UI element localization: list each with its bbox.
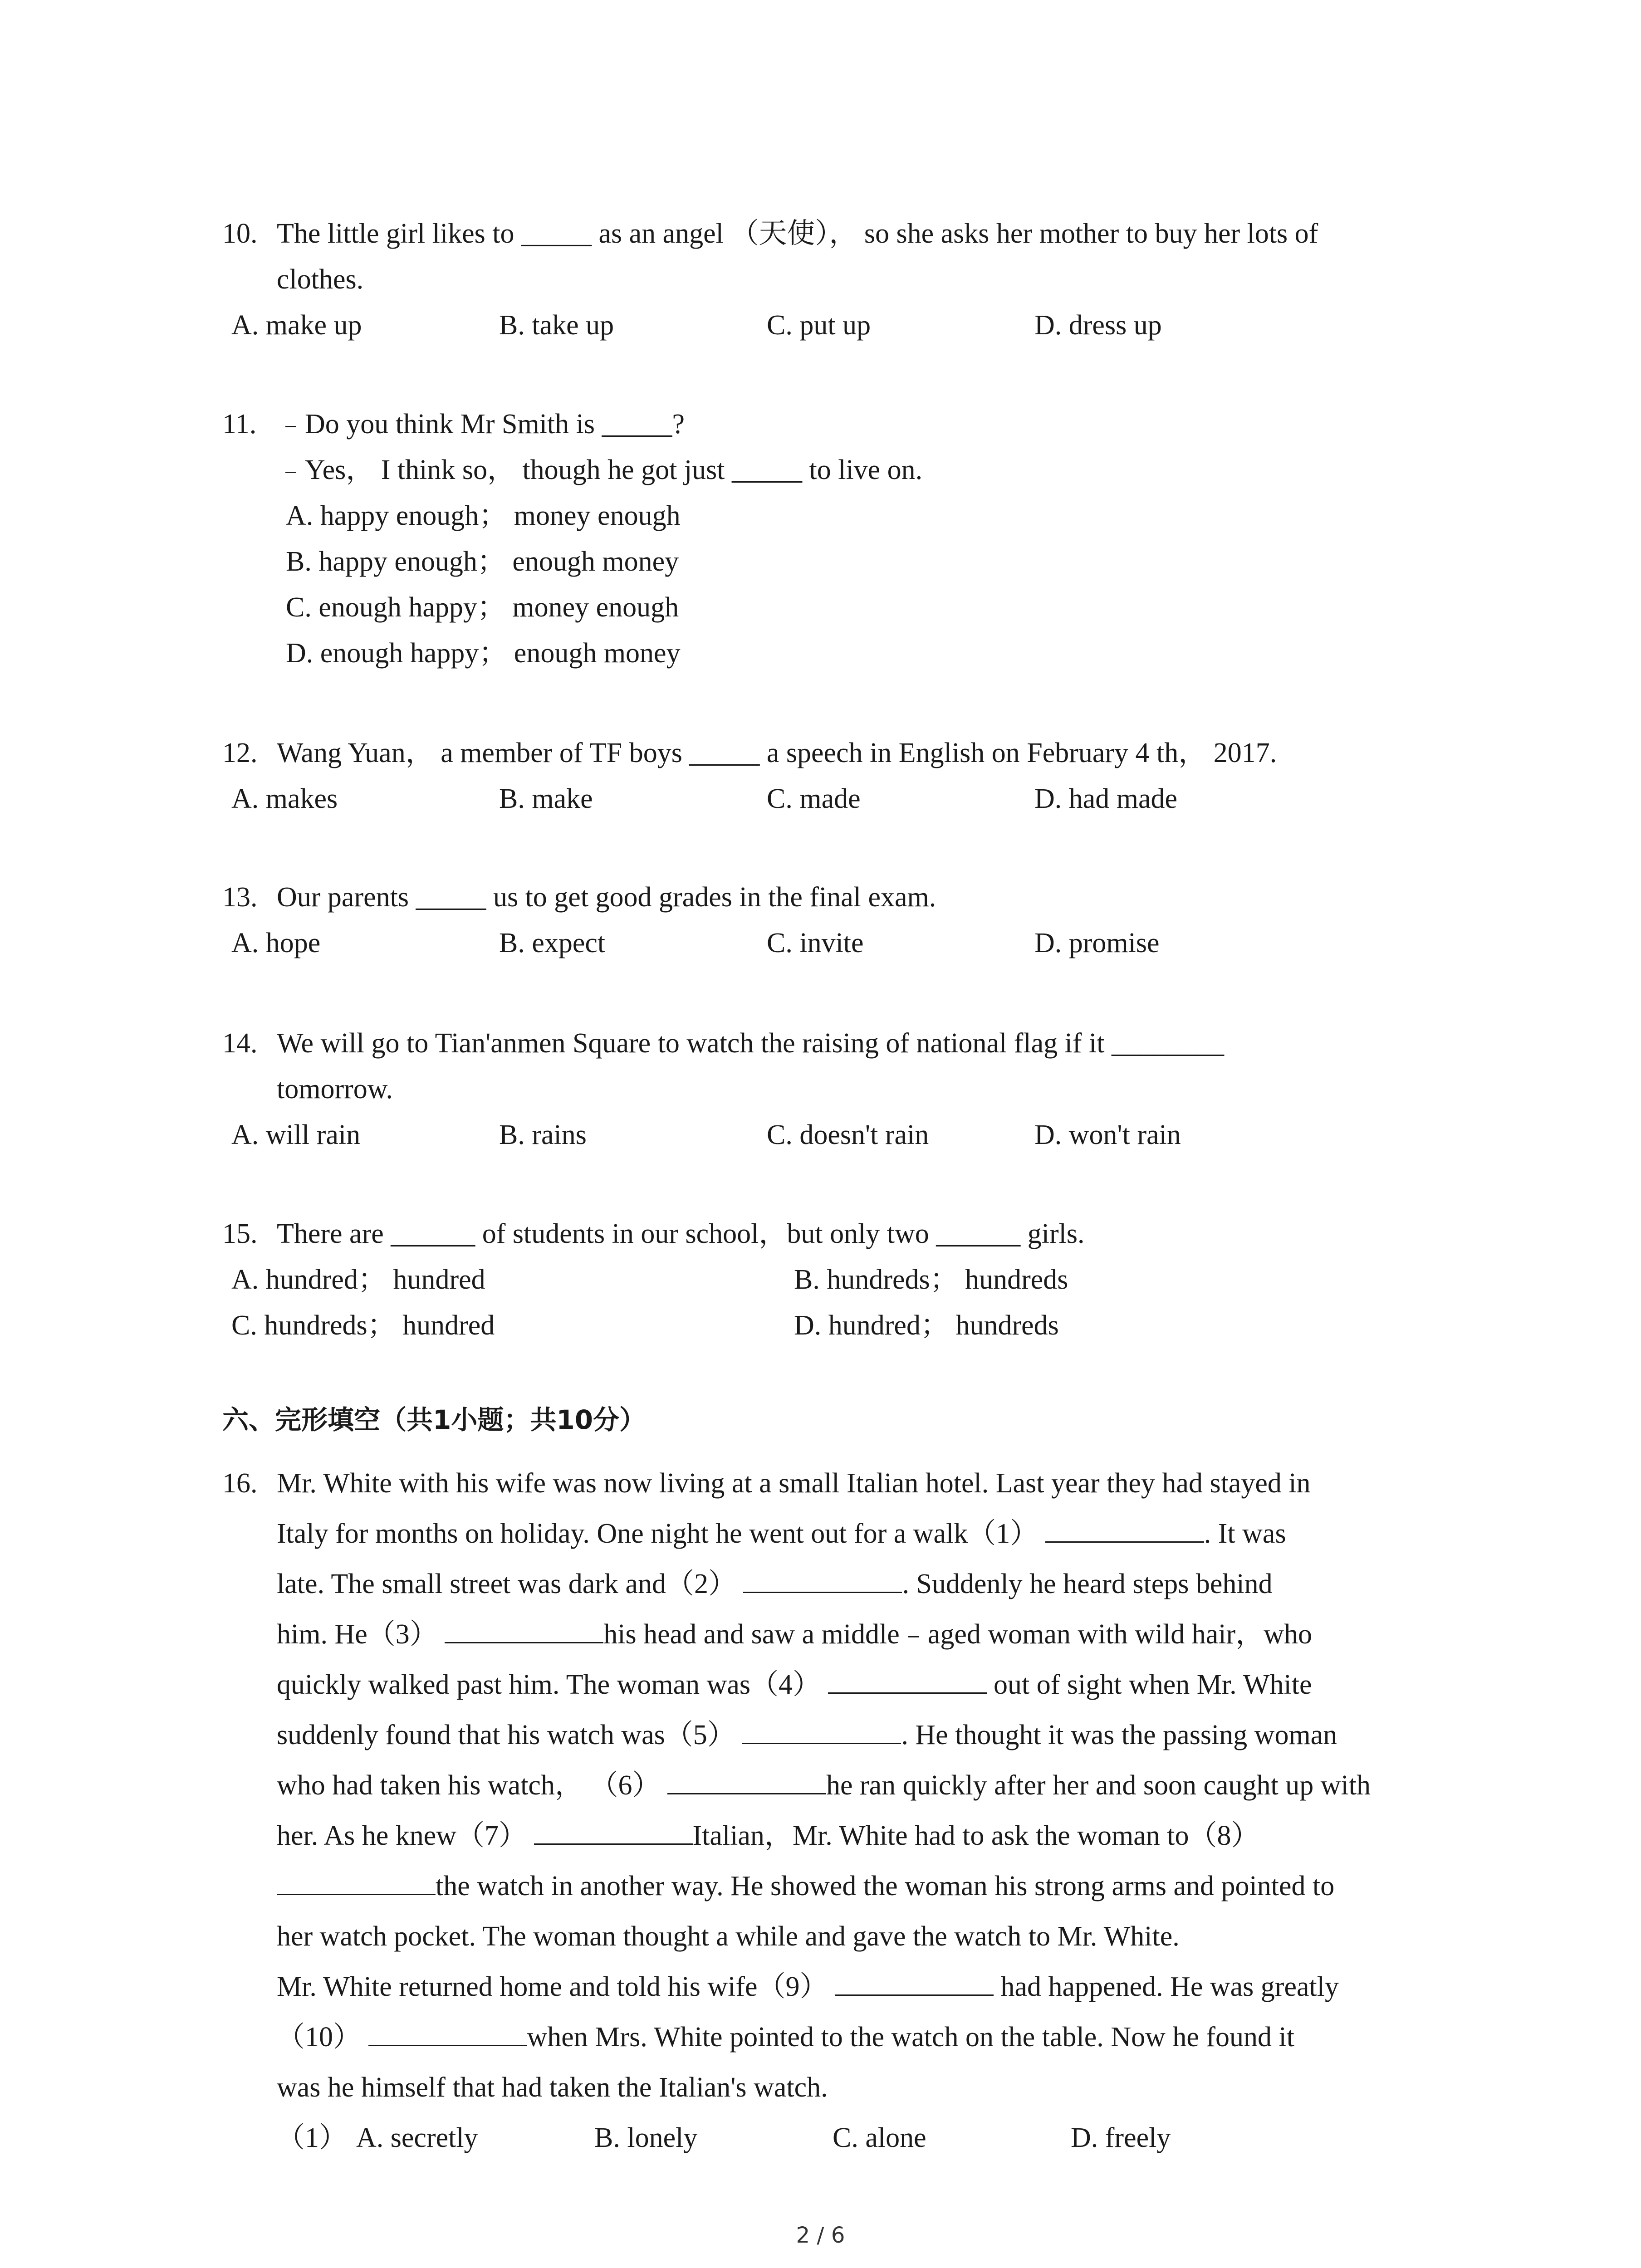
question-15 <box>222 1211 1450 1349</box>
answer-blank-10[interactable] <box>368 2018 527 2046</box>
answer-options <box>231 303 1450 348</box>
option-b[interactable]: B. happy enough； enough money <box>286 546 679 577</box>
option-b[interactable]: B. make <box>499 783 593 814</box>
question-stem <box>222 875 1450 920</box>
question-text: The little girl likes to _____ as an angel （天使）， so she asks her mother to buy her lots of <box>277 218 1318 249</box>
question-stem <box>222 211 1450 257</box>
answer-options-row-1 <box>231 1257 1450 1303</box>
page-number: 2 / 6 <box>796 2223 845 2248</box>
question-number: 16. <box>222 1468 258 1499</box>
answer-options <box>231 1112 1450 1158</box>
passage-line: her watch pocket. The woman thought a while and gave the watch to Mr. White. <box>277 1921 1180 1952</box>
passage-line: was he himself that had taken the Italian's watch. <box>277 2072 828 2103</box>
passage-line: him. He（3） his head and saw a middle﹣aged woman with wild hair，who <box>222 1609 1460 1660</box>
option-b[interactable]: B. lonely <box>594 2122 698 2153</box>
answer-blank-3[interactable] <box>445 1615 603 1643</box>
answer-blank-6[interactable] <box>667 1766 826 1794</box>
question-number: 13. <box>222 882 258 913</box>
question-text: ﹣Yes， I think so， though he got just _____ to live on. <box>277 455 923 485</box>
option-b[interactable]: B. rains <box>499 1119 587 1150</box>
option-a[interactable]: A. makes <box>231 783 338 814</box>
option-d[interactable]: D. dress up <box>1034 310 1162 341</box>
option-d[interactable]: D. had made <box>1034 783 1178 814</box>
question-number: 12. <box>222 738 258 768</box>
question-stem <box>222 1211 1450 1257</box>
option-d[interactable]: D. promise <box>1034 928 1160 958</box>
question-stem <box>222 1021 1450 1066</box>
question-text: ﹣Do you think Mr Smith is _____? <box>277 409 685 440</box>
option-d[interactable]: D. enough happy； enough money <box>286 638 681 669</box>
option-a[interactable]: A. hundred； hundred <box>231 1264 485 1295</box>
answer-blank-8[interactable] <box>277 1867 436 1895</box>
option-d[interactable]: D. freely <box>1071 2122 1171 2153</box>
blank-1-options <box>277 2113 1460 2163</box>
option-c[interactable]: C. invite <box>767 928 864 958</box>
question-stem-continued <box>222 257 1450 303</box>
question-text: We will go to Tian'anmen Square to watch the raising of national flag if it ________ <box>277 1028 1224 1059</box>
passage-line: late. The small street was dark and（2） . Suddenly he heard steps behind <box>222 1559 1460 1609</box>
option-b[interactable]: B. expect <box>499 928 606 958</box>
question-stem-continued <box>222 1066 1450 1112</box>
option-c[interactable]: C. put up <box>767 310 871 341</box>
question-10 <box>222 211 1450 348</box>
option-b[interactable]: B. take up <box>499 310 614 341</box>
question-13 <box>222 875 1450 966</box>
section-heading: 六、完形填空（共1小题；共10分） <box>222 1404 646 1435</box>
option-d[interactable]: D. hundred； hundreds <box>794 1310 1059 1341</box>
answer-blank-1[interactable] <box>1045 1514 1204 1543</box>
question-12 <box>222 730 1450 822</box>
answer-blank-7[interactable] <box>534 1816 693 1845</box>
answer-blank-9[interactable] <box>835 1967 994 1996</box>
option-a[interactable]: A. secretly <box>356 2122 478 2153</box>
question-stem <box>222 401 1450 447</box>
question-stem-continued <box>222 447 1450 493</box>
option-c[interactable]: C. made <box>767 783 861 814</box>
answer-blank-2[interactable] <box>743 1564 902 1593</box>
passage-line: who had taken his watch， （6） he ran quickly after her and soon caught up with <box>222 1760 1460 1811</box>
passage-line: quickly walked past him. The woman was（4） out of sight when Mr. White <box>222 1660 1460 1710</box>
blank-1-label: （1） <box>277 2122 348 2153</box>
passage-line: （10） when Mrs. White pointed to the watch on the table. Now he found it <box>222 2012 1460 2063</box>
option-c[interactable]: C. enough happy； money enough <box>286 592 679 623</box>
cloze-question-16 <box>222 1458 1460 2163</box>
passage-line: 16. Mr. White with his wife was now living at a small Italian hotel. Last year they had stayed in <box>222 1458 1460 1509</box>
question-stem <box>222 730 1450 776</box>
answer-options <box>231 920 1450 966</box>
option-c[interactable]: C. hundreds； hundred <box>231 1310 495 1341</box>
question-11 <box>222 401 1450 676</box>
question-text: tomorrow. <box>277 1074 393 1105</box>
question-text: clothes. <box>277 264 364 295</box>
option-c[interactable]: C. doesn't rain <box>767 1119 929 1150</box>
question-number: 15. <box>222 1218 258 1249</box>
answer-blank-4[interactable] <box>828 1665 987 1694</box>
passage-line: suddenly found that his watch was（5） . He thought it was the passing woman <box>222 1710 1460 1760</box>
question-14 <box>222 1021 1450 1158</box>
option-a[interactable]: A. happy enough； money enough <box>286 500 681 531</box>
answer-blank-5[interactable] <box>742 1716 901 1744</box>
question-number: 11. <box>222 409 257 440</box>
passage-line: Italy for months on holiday. One night he went out for a walk（1） . It was <box>222 1509 1460 1559</box>
question-number: 10. <box>222 218 258 249</box>
option-d[interactable]: D. won't rain <box>1034 1119 1181 1150</box>
option-b[interactable]: B. hundreds； hundreds <box>794 1264 1068 1295</box>
answer-options <box>231 776 1450 822</box>
question-text: There are ______ of students in our school，but only two ______ girls. <box>277 1218 1085 1249</box>
question-text: Our parents _____ us to get good grades in the final exam. <box>277 882 936 913</box>
option-a[interactable]: A. will rain <box>231 1119 361 1150</box>
answer-options-row-2 <box>231 1303 1450 1349</box>
question-text: Wang Yuan， a member of TF boys _____ a speech in English on February 4 th， 2017. <box>277 738 1277 768</box>
passage-line: the watch in another way. He showed the woman his strong arms and pointed to <box>222 1861 1460 1911</box>
question-number: 14. <box>222 1028 258 1059</box>
passage-line: Mr. White returned home and told his wife（9） had happened. He was greatly <box>222 1962 1460 2012</box>
passage-line: her. As he knew（7） Italian，Mr. White had to ask the woman to（8） <box>222 1811 1460 1861</box>
option-a[interactable]: A. hope <box>231 928 321 958</box>
option-c[interactable]: C. alone <box>833 2122 926 2153</box>
option-a[interactable]: A. make up <box>231 310 362 341</box>
